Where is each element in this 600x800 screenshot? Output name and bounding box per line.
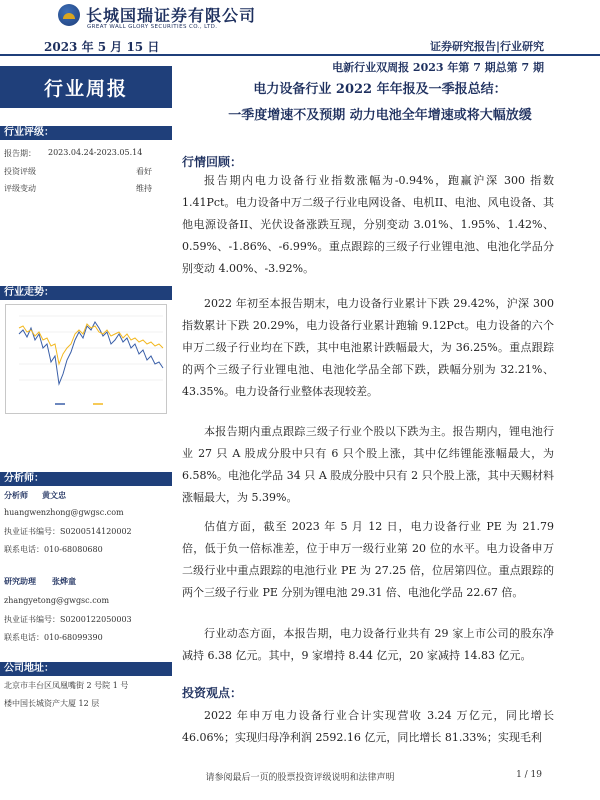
company-logo-icon bbox=[58, 4, 80, 26]
address-line-2: 楼中国长城资产大厦 12 层 bbox=[4, 699, 100, 708]
brand-name-cn: 长城国瑞证券有限公司 bbox=[86, 6, 257, 25]
rating-label: 投资评级 bbox=[4, 167, 36, 176]
chart-frame bbox=[6, 305, 167, 414]
trend-section-bar bbox=[0, 286, 172, 300]
industry-trend-chart bbox=[5, 304, 167, 414]
header-divider bbox=[0, 54, 600, 56]
report-category: 证券研究报告|行业研究 bbox=[429, 40, 544, 53]
analyst1-email[interactable]: huangwenzhong@gwgsc.com bbox=[4, 508, 124, 517]
analyst1-phone: 联系电话：010-68080680 bbox=[4, 545, 103, 554]
rating-section-bar bbox=[0, 126, 172, 140]
analyst2-cert: 执业证书编号：S0200122050003 bbox=[4, 615, 132, 624]
report-date: 2023 年 5 月 15 日 bbox=[44, 40, 160, 54]
investment-view-heading: 投资观点： bbox=[182, 686, 243, 700]
footer-disclaimer: 请参阅最后一页的股票投资评级说明和法律声明 bbox=[205, 773, 395, 783]
rating-section-title: 行业评级： bbox=[4, 127, 54, 138]
report-title-line2: 一季度增速不及预期 动力电池全年增速或将大幅放缓 bbox=[228, 108, 532, 123]
report-type-label: 行业周报 bbox=[44, 78, 129, 100]
page-number: 1 / 19 bbox=[516, 770, 542, 780]
rating-value: 看好 bbox=[136, 167, 152, 176]
rating-change-value: 维持 bbox=[136, 184, 152, 193]
rating-change-label: 评级变动 bbox=[4, 184, 36, 193]
report-title-line1: 电力设备行业 2022 年年报及一季报总结： bbox=[253, 82, 507, 97]
analyst1-cert: 执业证书编号：S0200514120002 bbox=[4, 527, 132, 536]
paragraph-stocks: 本报告期内重点跟踪三级子行业个股以下跌为主。报告期内，锂电池行业 27 只 A 股成分股中只有 6 只个股上涨，其中亿纬锂能涨幅最大，为 6.58%。电池化学品 34 只 A 股成分股中只有 2 只个股上涨，其中天赐材料涨幅最大，为 5.39%。 bbox=[182, 425, 554, 504]
analyst-section-bar bbox=[0, 472, 172, 486]
trend-section-title: 行业走势： bbox=[4, 287, 54, 298]
paragraph-market-review: 报告期内电力设备行业指数涨幅为-0.94%，跑赢沪深 300 指数 1.41Pct。电力设备中万二级子行业电网设备、电机II、电池、风电设备、其他电源设备II、光伏设备涨跌互现，分别变动 3.01%、1.95%、1.42%、0.59%、-1.86%、-6.99%。重点跟踪的三级子行业锂电池、电池化学品分别变动 4.00%、-3.92%。 bbox=[182, 174, 554, 275]
report-type-banner bbox=[0, 66, 172, 108]
address-line-1: 北京市丰台区凤凰嘴街 2 号院 1 号 bbox=[4, 681, 129, 690]
paragraph-investment-view: 2022 年申万电力设备行业合计实现营收 3.24 万亿元，同比增长 46.06%；实现归母净利润 2592.16 亿元，同比增长 81.33%；实现毛利 bbox=[182, 709, 554, 744]
analyst-section-title: 分析师： bbox=[4, 473, 44, 484]
analyst1-name: 黄文忠 bbox=[42, 490, 66, 500]
analyst2-name: 张烨童 bbox=[52, 576, 76, 586]
market-review-heading: 行情回顾： bbox=[182, 155, 243, 169]
analyst2-email[interactable]: zhangyetong@gwgsc.com bbox=[4, 596, 110, 605]
paragraph-valuation: 估值方面，截至 2023 年 5 月 12 日，电力设备行业 PE 为 21.79 倍，低于负一倍标准差，位于申万一级行业第 20 位的水平。电力设备申万二级行业中重点跟踪的电池行业 PE 为 27.25 倍，位居第四位。重点跟踪的两个三级子行业 PE 分别为锂电池 29.31 倍、电池化学品 22.67 倍。 bbox=[182, 520, 554, 599]
paragraph-shareholding: 行业动态方面，本报告期，电力设备行业共有 29 家上市公司的股东净减持 6.38 亿元。其中，9 家增持 8.44 亿元，20 家减持 14.83 亿元。 bbox=[182, 627, 554, 662]
chart-series-line-blue bbox=[19, 322, 163, 384]
analyst1-role: 分析师 bbox=[4, 490, 28, 500]
chart-gridlines bbox=[19, 316, 163, 380]
period-value: 2023.04.24-2023.05.14 bbox=[48, 148, 143, 157]
address-section-title: 公司地址： bbox=[4, 663, 54, 674]
analyst2-role: 研究助理 bbox=[4, 576, 36, 586]
report-series: 电新行业双周报 2023 年第 7 期总第 7 期 bbox=[332, 61, 544, 74]
analyst2-phone: 联系电话：010-68099390 bbox=[4, 633, 103, 642]
brand-name-en: GREAT WALL GLORY SECURITIES CO., LTD. bbox=[87, 24, 218, 30]
period-label: 报告期： bbox=[4, 149, 36, 158]
paragraph-ytd-performance: 2022 年初至本报告期末，电力设备行业累计下跌 29.42%，沪深 300 指数累计下跌 20.29%，电力设备行业累计跑输 9.12Pct。电力设备的六个申万二级子行业均在下跌，其中电池累计跌幅最大，为 36.25%。重点跟踪的两个三级子行业锂电池、电池化学品全部下跌，跌幅分别为 32.21%、43.35%。电力设备行业整体表现较差。 bbox=[182, 297, 554, 398]
address-section-bar bbox=[0, 662, 172, 676]
